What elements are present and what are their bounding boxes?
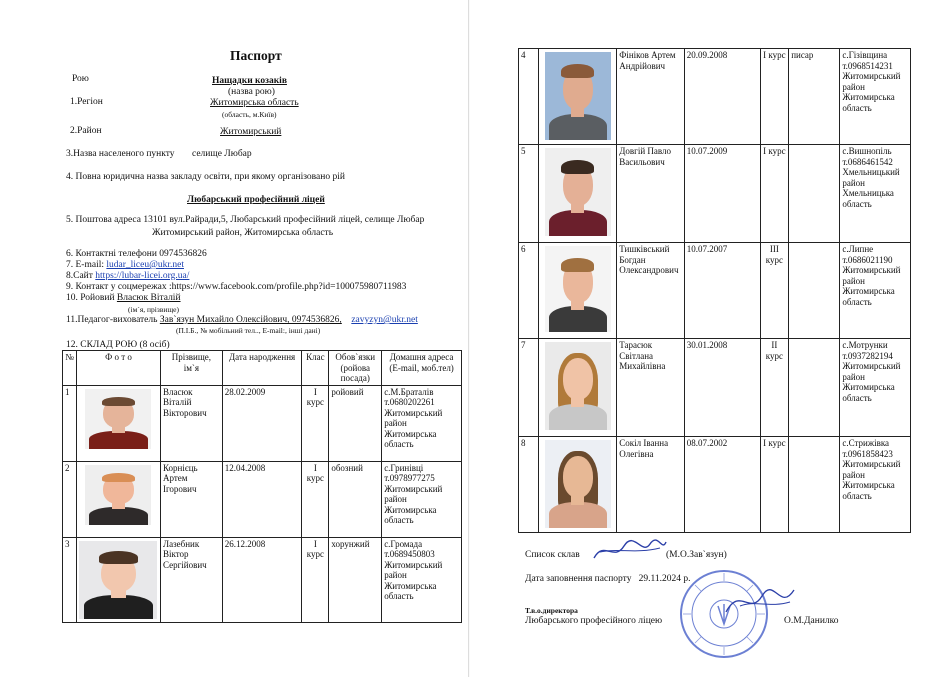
members-table-right <box>518 48 911 533</box>
director-title-line1: Т.в.о.директора <box>525 606 578 615</box>
member-role <box>789 437 840 533</box>
social-line: 9. Контакт у соцмережах :https://www.facebook.com/profile.php?id=100075980711983 <box>66 282 407 292</box>
teacher-value: Зав`язун Михайло Олексійович, 0974536826, <box>159 315 342 325</box>
institution-label: 4. Повна юридична назва закладу освіти, при якому організовано рій <box>66 172 345 182</box>
member-address: с.Громада т.0689450803 Житомирський район Житомирська область <box>382 537 462 622</box>
member-role: обозний <box>329 461 382 537</box>
member-name: Корнієць Артем Ігорович <box>160 461 222 537</box>
member-class: ІІІ курс <box>760 243 789 339</box>
member-number: 6 <box>519 243 539 339</box>
leader-value: Власюк Віталій <box>116 293 181 303</box>
member-address: с.Стрижівка т.0961858423 Житомирський район Житомирська область <box>840 437 911 533</box>
table-row <box>63 385 462 461</box>
postal-address-line2: Житомирський район, Житомирська область <box>152 228 334 238</box>
director-name: О.М.Данилко <box>784 616 839 626</box>
postal-address-line1: 5. Поштова адреса 13101 вул.Райради,5, Любарський професійний ліцей, селище Любар <box>66 215 425 225</box>
photo-hair <box>99 551 138 563</box>
email-link[interactable]: ludar_liceu@ukr.net <box>106 260 184 270</box>
site-line <box>66 271 189 282</box>
member-class: І курс <box>760 145 789 243</box>
member-role <box>789 243 840 339</box>
leader-caption: (ім`я, прізвище) <box>128 305 179 314</box>
roy-label: Рою <box>72 74 89 84</box>
member-photo-cell <box>539 437 617 533</box>
list-compiled-signer: (М.О.Зав`язун) <box>666 550 727 560</box>
member-class: І курс <box>760 437 789 533</box>
photo-shirt <box>549 502 607 528</box>
header-dob: Дата народження <box>222 351 302 386</box>
director-signature <box>720 582 800 622</box>
members-table-left <box>62 350 462 623</box>
member-photo <box>85 389 151 449</box>
member-name: Сокіл Іванна Олегівна <box>617 437 685 533</box>
member-name: Фініков Артем Андрійович <box>617 49 685 145</box>
member-number: 2 <box>63 461 77 537</box>
member-class: І курс <box>302 537 329 622</box>
photo-shirt <box>549 114 607 140</box>
composition-title: 12. СКЛАД РОЮ (8 осіб) <box>66 340 170 350</box>
passport-page-right <box>470 0 943 677</box>
photo-face <box>563 456 593 498</box>
member-role: хорунжий <box>329 537 382 622</box>
member-role <box>789 339 840 437</box>
leader-label: 10. Ройовий <box>66 293 117 303</box>
region-caption: (область, м.Київ) <box>222 110 277 119</box>
table-header-row <box>63 351 462 386</box>
table-row <box>519 243 911 339</box>
teacher-label: 11.Педагог-вихователь <box>66 315 160 325</box>
district-value: Житомирський <box>220 127 282 137</box>
member-dob: 08.07.2002 <box>684 437 760 533</box>
photo-hair <box>102 473 135 483</box>
compiler-signature <box>590 536 670 564</box>
table-row <box>63 537 462 622</box>
photo-shirt <box>549 404 607 430</box>
table-row <box>519 437 911 533</box>
member-photo-cell <box>76 461 160 537</box>
photo-hair <box>561 64 594 78</box>
header-photo: Ф о т о <box>76 351 160 386</box>
member-number: 7 <box>519 339 539 437</box>
member-name: Тарасюк Світлана Михайлівна <box>617 339 685 437</box>
header-num: № <box>63 351 77 386</box>
passport-title: Паспорт <box>230 48 282 63</box>
header-role: Обов`язки (ройова посада) <box>329 351 382 386</box>
institution-value: Любарський професійний ліцей <box>187 195 325 205</box>
table-row <box>519 339 911 437</box>
teacher-email-link[interactable]: zavyzyn@ukr.net <box>351 315 418 325</box>
member-dob: 30.01.2008 <box>684 339 760 437</box>
photo-shirt <box>549 210 607 236</box>
director-title-line2: Любарського професійного ліцею <box>525 616 663 626</box>
roy-name: Нащадки козаків <box>212 76 287 86</box>
photo-hair <box>102 397 135 407</box>
photo-shirt <box>549 306 607 332</box>
member-dob: 20.09.2008 <box>684 49 760 145</box>
member-name: Довгій Павло Васильович <box>617 145 685 243</box>
member-role: ройовий <box>329 385 382 461</box>
member-address: с.Липне т.0686021190 Житомирський район Житомирська область <box>840 243 911 339</box>
member-address: с.Мотрунки т.0937282194 Житомирський район Житомирська область <box>840 339 911 437</box>
photo-hair <box>561 258 594 272</box>
passport-page-left <box>0 0 468 677</box>
member-number: 1 <box>63 385 77 461</box>
member-photo-cell <box>539 243 617 339</box>
email-line <box>66 260 184 271</box>
member-photo <box>545 342 611 430</box>
member-photo-cell <box>539 49 617 145</box>
member-class: І курс <box>760 49 789 145</box>
region-label: 1.Регіон <box>70 97 103 107</box>
member-address: с.М.Браталів т.0680202261 Житомирський район Житомирська область <box>382 385 462 461</box>
member-photo <box>545 440 611 528</box>
email-label: 7. E-mail: <box>66 260 107 270</box>
member-name: Власюк Віталій Вікторович <box>160 385 222 461</box>
member-role <box>789 145 840 243</box>
member-photo <box>85 465 151 525</box>
photo-face <box>563 358 593 400</box>
member-address: с.Гринівці т.0978977275 Житомирський район Житомирська область <box>382 461 462 537</box>
header-name: Прізвище, ім`я <box>160 351 222 386</box>
member-photo-cell <box>76 537 160 622</box>
settlement-label: 3.Назва населеного пункту <box>66 149 175 159</box>
member-photo <box>545 52 611 140</box>
fill-date-line <box>525 574 690 585</box>
district-label: 2.Район <box>70 126 102 136</box>
member-address: с.Гізівщина т.0968514231 Житомирський район Житомирська область <box>840 49 911 145</box>
site-label: 8.Сайт <box>66 271 96 281</box>
site-link[interactable]: https://lubar-licei.org.ua/ <box>95 271 190 281</box>
member-photo-cell <box>76 385 160 461</box>
member-dob: 26.12.2008 <box>222 537 302 622</box>
photo-shirt <box>89 507 147 525</box>
member-photo <box>545 246 611 332</box>
member-number: 5 <box>519 145 539 243</box>
member-dob: 10.07.2007 <box>684 243 760 339</box>
phone-line: 6. Контактні телефони 0974536826 <box>66 249 207 259</box>
table-row <box>63 461 462 537</box>
member-number: 8 <box>519 437 539 533</box>
member-class: ІІ курс <box>760 339 789 437</box>
member-number: 4 <box>519 49 539 145</box>
settlement-value: селище Любар <box>192 149 252 159</box>
member-dob: 12.04.2008 <box>222 461 302 537</box>
member-name: Лазебник Віктор Сергійович <box>160 537 222 622</box>
member-photo-cell <box>539 339 617 437</box>
member-class: І курс <box>302 461 329 537</box>
member-address: с.Вишнопіль т.0686461542 Хмельницький район Хмельницька область <box>840 145 911 243</box>
list-compiled-label: Список склав <box>525 550 580 560</box>
member-dob: 28.02.2009 <box>222 385 302 461</box>
member-photo <box>79 541 157 619</box>
photo-shirt <box>89 431 147 449</box>
table-row <box>519 145 911 243</box>
member-photo-cell <box>539 145 617 243</box>
member-role: писар <box>789 49 840 145</box>
member-number: 3 <box>63 537 77 622</box>
photo-hair <box>561 160 594 174</box>
region-value: Житомирська область <box>210 98 299 108</box>
fill-date-label: Дата заповнення паспорту <box>525 574 632 584</box>
photo-shirt <box>84 595 153 618</box>
member-name: Тишківський Богдан Олександрович <box>617 243 685 339</box>
roy-name-caption: (назва рою) <box>228 87 275 97</box>
header-address: Домашня адреса (E-mail, моб.тел) <box>382 351 462 386</box>
leader-line <box>66 293 181 304</box>
table-row <box>519 49 911 145</box>
teacher-caption: (П.І.Б., № мобільний тел.., E-mail:, інші дані) <box>176 326 321 335</box>
fill-date-value: 29.11.2024 р. <box>638 574 691 584</box>
teacher-line <box>66 315 418 326</box>
member-photo <box>545 148 611 236</box>
header-class: Клас <box>302 351 329 386</box>
member-class: І курс <box>302 385 329 461</box>
member-dob: 10.07.2009 <box>684 145 760 243</box>
